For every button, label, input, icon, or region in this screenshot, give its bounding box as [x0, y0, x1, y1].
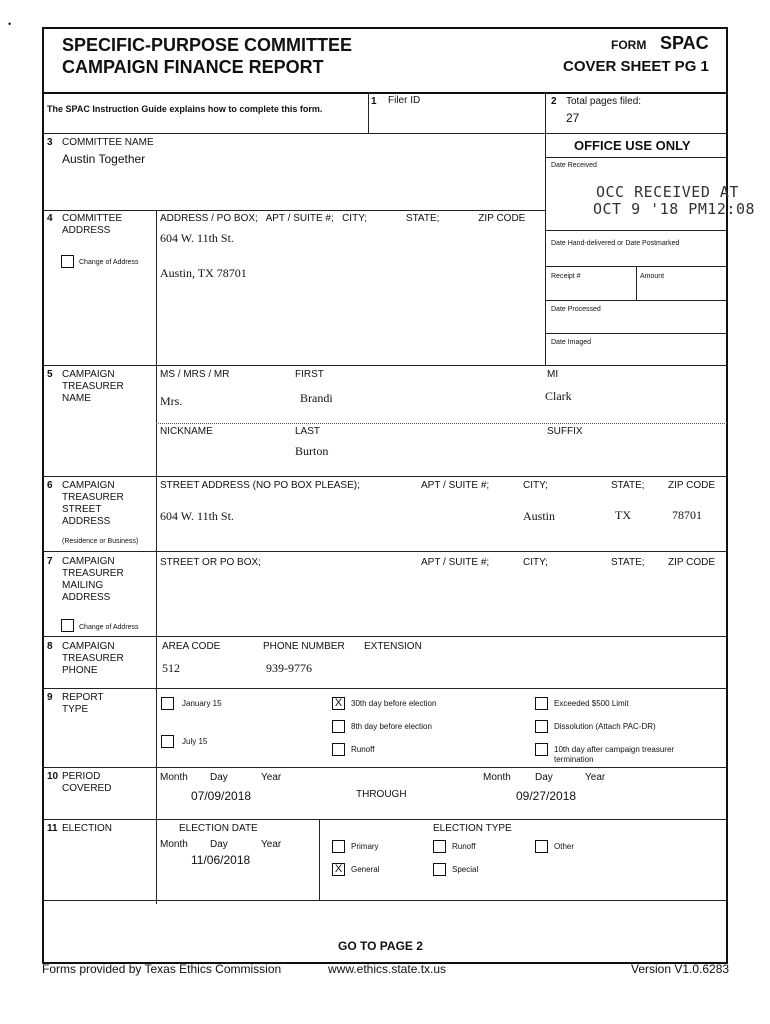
treasurer-phone-label3: PHONE	[62, 665, 98, 676]
suffix-label: SUFFIX	[547, 426, 583, 437]
period-to-value[interactable]: 09/27/2018	[516, 789, 577, 803]
treasurer-mailing-label1: CAMPAIGN	[62, 556, 115, 567]
total-pages-value[interactable]: 27	[566, 111, 580, 125]
stray-mark: •	[8, 19, 12, 29]
apt-suite-label-6: APT / SUITE #;	[421, 480, 490, 491]
primary-checkbox[interactable]	[332, 840, 345, 853]
treasurer-name-label2: TREASURER	[62, 381, 124, 392]
period-from-day-label: Day	[210, 772, 228, 783]
runoff-report-label: Runoff	[351, 745, 375, 754]
treasurer-name-label1: CAMPAIGN	[62, 369, 115, 380]
8th-day-label: 8th day before election	[351, 722, 432, 731]
phone-number-value[interactable]: 939-9776	[266, 661, 312, 675]
treasurer-phone-label2: TREASURER	[62, 653, 124, 664]
january-15-checkbox[interactable]	[161, 697, 174, 710]
period-to-month-label: Month	[483, 772, 511, 783]
date-received-label: Date Received	[551, 162, 597, 169]
period-number: 10	[47, 771, 59, 782]
period-to-year-label: Year	[585, 772, 606, 783]
other-label: Other	[554, 842, 575, 851]
election-type-label: ELECTION TYPE	[433, 823, 512, 834]
mi-value[interactable]: Clark	[545, 389, 572, 403]
city-label-7: CITY;	[523, 557, 548, 568]
ms-mrs-mr-value[interactable]: Mrs.	[160, 394, 183, 408]
go-to-page-2[interactable]: GO TO PAGE 2	[338, 939, 423, 953]
treasurer-mailing-label3: MAILING	[62, 580, 104, 591]
first-name-value[interactable]: Brandi	[300, 391, 333, 405]
treasurer-phone-number: 8	[47, 641, 53, 652]
ethics-url-link[interactable]: www.ethics.state.tx.us	[328, 962, 447, 976]
committee-address-line1[interactable]: 604 W. 11th St.	[160, 231, 234, 245]
runoff-election-label: Runoff	[452, 842, 476, 851]
period-from-month-label: Month	[160, 772, 188, 783]
street-po-box-label: STREET OR PO BOX;	[160, 557, 261, 568]
state-label-7: STATE;	[611, 557, 645, 568]
area-code-label: AREA CODE	[162, 641, 221, 652]
apt-suite-label-7: APT / SUITE #;	[421, 557, 490, 568]
extension-label: EXTENSION	[364, 641, 422, 652]
form-code: SPAC	[660, 33, 709, 53]
tenth-day-label-line2: termination	[554, 755, 594, 764]
committee-address-label2: ADDRESS	[62, 225, 111, 236]
report-type-label2: TYPE	[62, 704, 89, 715]
zip-label-6: ZIP CODE	[668, 480, 716, 491]
city-label-6: CITY;	[523, 480, 548, 491]
form-title-line2: CAMPAIGN FINANCE REPORT	[62, 57, 324, 77]
residence-note: (Residence or Business)	[62, 538, 139, 545]
last-name-value[interactable]: Burton	[295, 444, 329, 458]
total-pages-label: Total pages filed:	[566, 96, 642, 107]
treasurer-mailing-number: 7	[47, 556, 53, 567]
election-date-value[interactable]: 11/06/2018	[191, 853, 251, 867]
committee-name-number: 3	[47, 137, 53, 148]
30th-day-label: 30th day before election	[351, 699, 437, 708]
cover-sheet-label: COVER SHEET PG 1	[563, 58, 709, 75]
committee-address-line2[interactable]: Austin, TX 78701	[160, 266, 247, 280]
area-code-value[interactable]: 512	[162, 661, 180, 675]
exceeded-limit-checkbox[interactable]	[535, 697, 548, 710]
july-15-label: July 15	[182, 737, 208, 746]
received-stamp-line2: OCT 9 '18 PM12:08	[593, 200, 756, 218]
general-checkbox[interactable]: X	[332, 863, 345, 876]
state-label-6: STATE;	[611, 480, 645, 491]
report-type-label1: REPORT	[62, 692, 104, 703]
committee-address-label1: COMMITTEE	[62, 213, 122, 224]
treasurer-street-label1: CAMPAIGN	[62, 480, 115, 491]
committee-address-number: 4	[47, 213, 53, 224]
provided-by-text: Forms provided by Texas Ethics Commission	[42, 962, 282, 976]
nickname-label: NICKNAME	[160, 426, 213, 437]
treasurer-street-label2: TREASURER	[62, 492, 124, 503]
change-of-address-label-7: Change of Address	[79, 624, 139, 631]
receipt-label: Receipt #	[551, 273, 581, 280]
election-month-label: Month	[160, 839, 188, 850]
city-value-6[interactable]: Austin	[523, 509, 556, 523]
mi-label: MI	[547, 369, 559, 380]
dissolution-checkbox[interactable]	[535, 720, 548, 733]
instruction-text: The SPAC Instruction Guide explains how to complete this form.	[47, 104, 323, 114]
election-day-label: Day	[210, 839, 228, 850]
period-label2: COVERED	[62, 783, 112, 794]
state-value-6[interactable]: TX	[615, 508, 631, 522]
tenth-day-checkbox[interactable]	[535, 743, 548, 756]
election-number: 11	[47, 823, 58, 834]
street-address-label: STREET ADDRESS (NO PO BOX PLEASE);	[160, 480, 360, 491]
runoff-report-checkbox[interactable]	[332, 743, 345, 756]
january-15-label: January 15	[182, 699, 222, 708]
election-date-label: ELECTION DATE	[179, 823, 258, 834]
filer-id-number: 1	[371, 96, 377, 107]
treasurer-street-label3: STREET	[62, 504, 102, 515]
through-label: THROUGH	[356, 789, 407, 800]
period-label1: PERIOD	[62, 771, 101, 782]
other-checkbox[interactable]	[535, 840, 548, 853]
first-name-label: FIRST	[295, 369, 324, 380]
dissolution-label: Dissolution (Attach PAC-DR)	[554, 722, 656, 731]
filer-id-field[interactable]	[388, 110, 538, 124]
special-label: Special	[452, 865, 479, 874]
treasurer-mailing-label2: TREASURER	[62, 568, 124, 579]
exceeded-limit-label: Exceeded $500 Limit	[554, 699, 629, 708]
form-word: FORM	[611, 38, 647, 52]
election-year-label: Year	[261, 839, 282, 850]
general-label: General	[351, 865, 380, 874]
treasurer-mailing-label4: ADDRESS	[62, 592, 111, 603]
treasurer-name-label3: NAME	[62, 393, 91, 404]
election-label: ELECTION	[62, 823, 113, 834]
zip-label-7: ZIP CODE	[668, 557, 716, 568]
tenth-day-label-line1: 10th day after campaign treasurer	[554, 745, 675, 754]
total-pages-number: 2	[551, 96, 557, 107]
period-from-value[interactable]: 07/09/2018	[191, 789, 252, 803]
phone-number-label: PHONE NUMBER	[263, 641, 345, 652]
period-to-day-label: Day	[535, 772, 553, 783]
date-processed-label: Date Processed	[551, 306, 601, 313]
change-of-address-checkbox-4[interactable]	[61, 255, 74, 268]
zip-value-6[interactable]: 78701	[672, 508, 702, 522]
date-hand-delivered-label: Date Hand-delivered or Date Postmarked	[551, 240, 680, 247]
last-name-label: LAST	[295, 426, 321, 437]
date-imaged-label: Date Imaged	[551, 339, 592, 346]
treasurer-street-number: 6	[47, 480, 53, 491]
committee-name-value[interactable]: Austin Together	[62, 152, 146, 166]
30th-day-checkbox[interactable]: X	[332, 697, 345, 710]
report-type-number: 9	[47, 692, 53, 703]
change-of-address-label-4: Change of Address	[79, 259, 139, 266]
period-from-year-label: Year	[261, 772, 282, 783]
ms-mrs-mr-label: MS / MRS / MR	[160, 369, 230, 380]
july-15-checkbox[interactable]	[161, 735, 174, 748]
8th-day-checkbox[interactable]	[332, 720, 345, 733]
treasurer-street-label4: ADDRESS	[62, 516, 111, 527]
received-stamp-line1: OCC RECEIVED AT	[596, 183, 739, 201]
treasurer-name-number: 5	[47, 369, 53, 380]
committee-address-header: ADDRESS / PO BOX; APT / SUITE #; CITY; STATE; ZIP CODE	[160, 213, 526, 224]
change-of-address-checkbox-7[interactable]	[61, 619, 74, 632]
form-title-line1: SPECIFIC-PURPOSE COMMITTEE	[62, 35, 353, 55]
filer-id-label: Filer ID	[388, 95, 421, 106]
treasurer-phone-label1: CAMPAIGN	[62, 641, 115, 652]
primary-label: Primary	[351, 842, 379, 851]
special-checkbox[interactable]	[433, 863, 446, 876]
office-use-title: OFFICE USE ONLY	[574, 138, 691, 153]
street-address-value[interactable]: 604 W. 11th St.	[160, 509, 234, 523]
version-text: Version V1.0.6283	[631, 962, 730, 976]
amount-label: Amount	[640, 273, 665, 280]
committee-name-label: COMMITTEE NAME	[62, 137, 154, 148]
runoff-election-checkbox[interactable]	[433, 840, 446, 853]
